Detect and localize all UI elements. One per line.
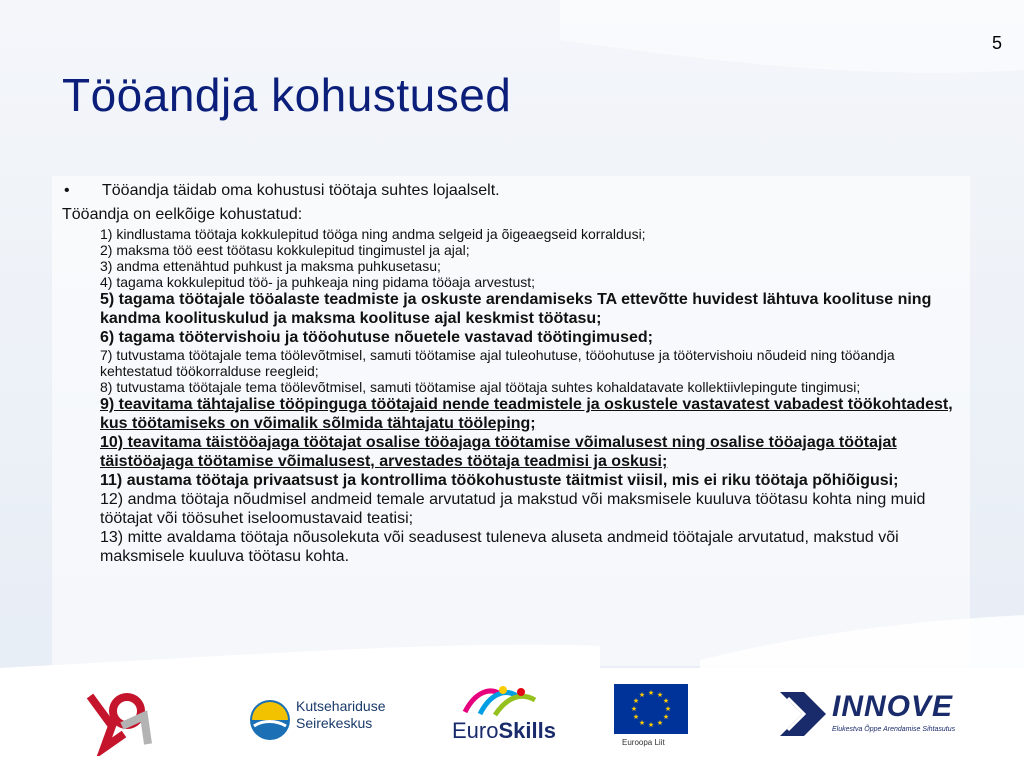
obligation-list [100,226,970,566]
euroskills-suffix: Skills [498,718,556,743]
obligation-item: 11) austama töötaja privaatsust ja kontrollima töökohustuste täitmist viisil, mis ei riku töötaja põhiõigusi; [100,472,899,489]
slide-title: Tööandja kohustused [62,69,512,121]
bullet-line [64,182,500,200]
svg-text:★: ★ [647,689,655,697]
svg-text:★: ★ [638,691,646,699]
kutseharidus-line2: Seirekeskus [296,715,373,731]
obligation-item: 8) tutvustama töötajale tema töölevõtmisel, samuti töötamise ajal töötaja suhtes kohaldatavate kollektiivlepingute tingimusi; [100,379,861,395]
innove-logo-icon [778,688,828,738]
obligation-item: 5) tagama töötajale tööalaste teadmiste ja oskuste arendamiseks TA ettevõtte huvidest lähtuva koolituse ning kandma koolituskulud ja maksma koolituse ajal keskmist töötasu; [100,291,932,327]
svg-text:★: ★ [662,713,670,721]
obligation-item: 3) andma ettenähtud puhkust ja maksma puhkusetasu; [100,258,441,274]
footer-logos [0,668,1024,768]
obligation-item: 12) andma töötaja nõudmisel andmeid temale arvutatud ja makstud või maksmisele kuuluva töötasu kohta ning muid töötajat või töösuhet iseloomustavaid teatisi; [100,491,926,527]
intro-text: Tööandja on eelkõige kohustatud: [62,206,303,223]
svg-text:★: ★ [656,719,664,727]
obligation-item: 6) tagama töötervishoiu ja tööohutuse nõuetele vastavad töötingimused; [100,329,653,346]
innove-name: INNOVE [832,690,954,723]
svg-text:★: ★ [656,691,664,699]
obligation-item: 7) tutvustama töötajale tema töölevõtmisel, samuti töötamise ajal tuleohutuse, tööohutuse ja töötervishoiu nõudeid ning tööandja kehtestatud töökorralduse reegleid; [100,347,895,379]
svg-text:★: ★ [632,713,640,721]
kutseharidus-line1: Kutsehariduse [296,698,386,714]
obligation-item: 4) tagama kokkulepitud töö- ja puhkeaja ning pidama tööaja arvestust; [100,274,536,290]
obligation-item: 2) maksma töö eest töötasu kokkulepitud tingimustel ja ajal; [100,242,470,258]
bullet-dot-icon: • [64,182,70,199]
obligation-item: 1) kindlustama töötaja kokkulepitud tööga ning andma selgeid ja õigeaegseid korraldusi; [100,226,646,242]
page-number: 5 [991,33,1002,53]
bullet-text: Tööandja täidab oma kohustusi töötaja suhtes lojaalselt. [102,182,500,199]
eu-caption: Euroopa Liit [622,738,665,747]
svg-text:★: ★ [630,705,638,713]
obligation-item: 13) mitte avaldama töötaja nõusolekuta või seadusest tuleneva aluseta andmeid töötajale arvutatud, makstud või maksmisele kuuluva töötasu kohta. [100,529,899,565]
kutseharidus-logo-text [296,698,386,732]
svg-text:★: ★ [662,697,670,705]
euroskills-logo-icon [455,682,545,718]
svg-text:★: ★ [638,719,646,727]
eu-flag-icon [614,684,688,734]
euroskills-logo-text [452,718,556,744]
innove-subtitle: Elukestva Õppe Arendamise Sihtasutus [832,726,956,733]
svg-text:★: ★ [647,721,655,729]
euroskills-prefix: Euro [452,718,499,743]
obligation-item: 10) teavitama täistööajaga töötajat osalise tööajaga töötamise võimalusest ning osalise tööajaga töötajat täistööajaga töötamise võimalusest, arvestades töötaja teadmisi ja oskusi; [100,434,897,470]
ministry-logo [82,686,162,756]
svg-text:★: ★ [664,705,672,713]
kutseharidus-logo-icon [248,698,292,742]
obligation-item: 9) teavitama tähtajalise tööpinguga töötajaid nende teadmistele ja oskustele vastavatest vabadest töökohtadest, kus töötamiseks on võimalik sõlmida tähtajatu tööleping; [100,396,953,432]
svg-text:★: ★ [632,697,640,705]
